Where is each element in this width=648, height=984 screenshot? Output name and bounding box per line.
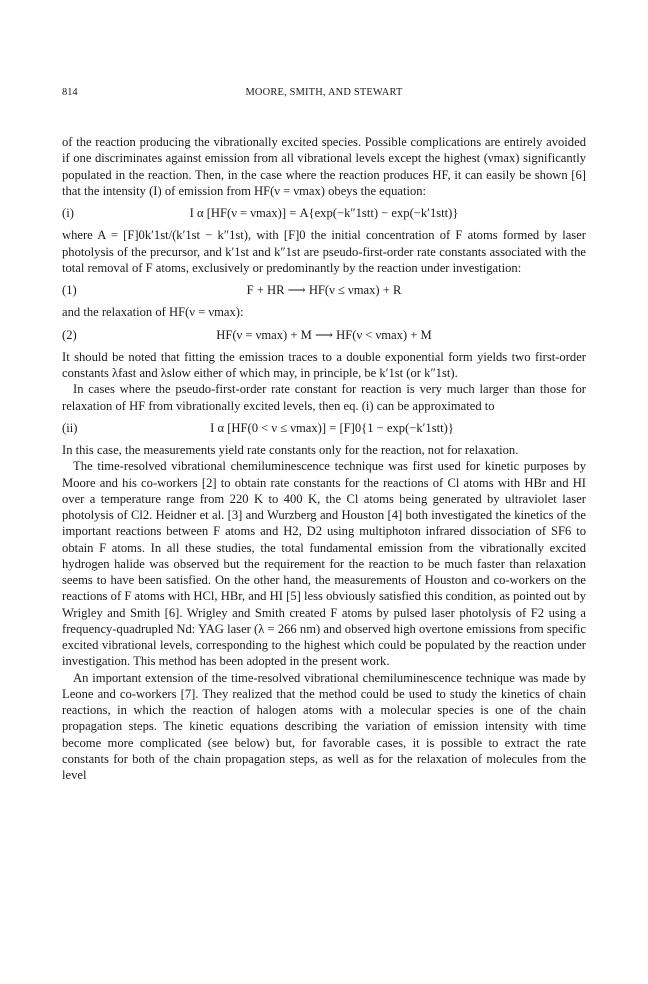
equation-body: I α [HF(ν = νmax)] = A{exp(−k″1stt) − exp(−k′1stt)}: [189, 206, 459, 220]
equation-label: (i): [62, 206, 74, 220]
paragraph: In this case, the measurements yield rate constants only for the reaction, not for relaxation.: [62, 443, 519, 457]
paragraph: It should be noted that fitting the emission traces to a double exponential form yields two first-order constants λfast and λslow either of which may, in principle, be k′1st (or k″1st).: [62, 349, 586, 380]
equation-body: F + HR ⟶ HF(ν ≤ νmax) + R: [246, 283, 402, 297]
page-number: 814: [62, 87, 78, 98]
body-text: [62, 134, 586, 783]
equation-body: HF(ν = νmax) + M ⟶ HF(ν < νmax) + M: [216, 327, 432, 342]
equation-1: [62, 282, 586, 298]
page-header: [62, 86, 586, 100]
paragraph: An important extension of the time-resolved vibrational chemiluminescence technique was made by Leone and co-workers [7]. They realized that the method could be used to study the kinetics of chain reactions, in which the reaction of halogen atoms with a molecular species is one of the chain propagation steps. The kinetic equations describing the variation of emission intensity with time become more complicated (see below) but, for favorable cases, it is possible to extract the rate constants for both of the chain propagation steps, as well as for the relaxation of molecules from the level: [62, 670, 586, 782]
paragraph: where A = [F]0k′1st/(k′1st − k″1st), with [F]0 the initial concentration of F atoms formed by laser photolysis of the precursor, and k′1st and k″1st are pseudo-first-order rate constants associated with the total removal of F atoms, exclusively or predominantly by the reaction under investigation:: [62, 228, 586, 275]
paragraph: In cases where the pseudo-first-order rate constant for reaction is very much larger than those for relaxation of HF from vibrationally excited levels, then eq. (i) can be approximated to: [62, 382, 586, 413]
equation-label: (1): [62, 283, 77, 297]
equation-i: [62, 205, 586, 221]
paragraph: The time-resolved vibrational chemiluminescence technique was first used for kinetic purposes by Moore and his co-workers [2] to obtain rate constants for the reactions of Cl atoms with HBr and HI over a temperature range from 220 K to 400 K, the Cl atoms being generated by ultraviolet laser photolysis of Cl2. Heidner et al. [3] and Wurzberg and Houston [4] both investigated the kinetics of the important reactions between F atoms and H2, D2 using multiphoton infrared dissociation of SF6 to obtain F atoms. In all these studies, the total fundamental emission from the vibrationally excited hydrogen halide was observed but the requirement for the reaction to be much faster than relaxation seems to have been satisfied. On the other hand, the measurements of Houston and co-workers on the reactions of F atoms with HCl, HBr, and HI [5] less obviously satisfied this condition, as pointed out by Wrigley and Smith [6]. Wrigley and Smith created F atoms by pulsed laser photolysis of F2 using a frequency-quadrupled Nd: YAG laser (λ = 266 nm) and observed high overtone emissions from specific excited vibrational levels, corresponding to the highest which could be populated by the reaction under investigation. This method has been adopted in the present work.: [62, 459, 586, 669]
equation-2: [62, 327, 586, 343]
paragraph: and the relaxation of HF(ν = νmax):: [62, 305, 244, 320]
equation-label: (ii): [62, 420, 78, 435]
equation-label: (2): [62, 327, 77, 342]
paragraph: of the reaction producing the vibrationally excited species. Possible complications are entirely avoided if one discriminates against emission from all vibrational levels except the highest (νmax) significantly populated in the reaction. Then, in the case where the reaction produces HF, it can easily be shown [6] that the intensity (I) of emission from HF(ν = νmax) obeys the equation:: [62, 135, 586, 198]
equation-body: I α [HF(0 < ν ≤ νmax)] = [F]0{1 − exp(−k′1stt)}: [210, 420, 454, 435]
running-title: MOORE, SMITH, AND STEWART: [245, 87, 403, 98]
equation-ii: [62, 420, 586, 436]
